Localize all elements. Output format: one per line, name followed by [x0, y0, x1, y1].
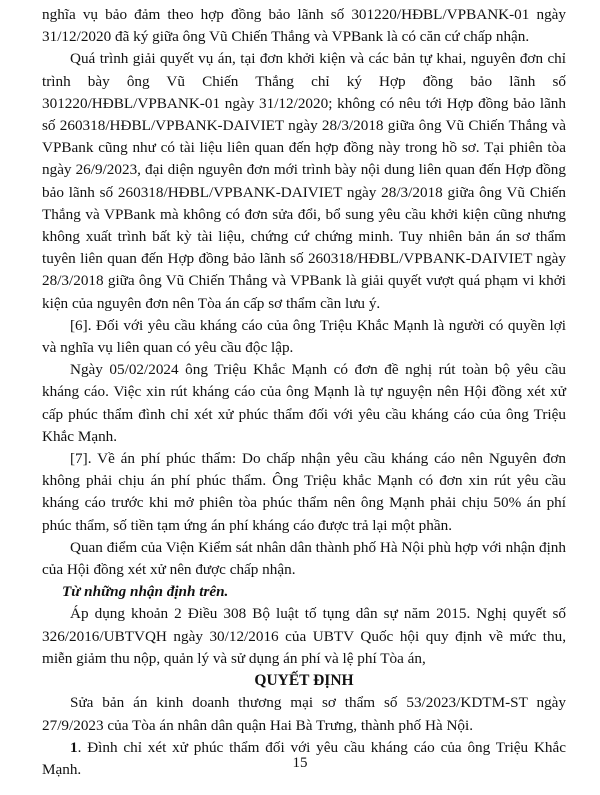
paragraph-item-7: [7]. Về án phí phúc thẩm: Do chấp nhận yêu cầu kháng cáo nên Nguyên đơn không phải chịu án phí phúc thẩm. Ông Triệu khắc Mạnh có đơn xin rút yêu cầu kháng cáo trước khi mở phiên tòa phúc thẩm nên ông Mạnh phải chịu 50% án phí phúc thẩm, số tiền tạm ứng án phí kháng cáo được trả lại một phần.	[42, 450, 566, 534]
decision-item-text: Đình chỉ xét xử phúc thẩm đối với yêu cầu kháng cáo của ông Triệu Khắc Mạnh.	[42, 738, 566, 778]
paragraph-procuracy-view: Quan điểm của Viện Kiểm sát nhân dân thành phố Hà Nội phù hợp với nhận định của Hội đồng xét xử nên được chấp nhận.	[42, 538, 566, 579]
paragraph-amend-judgment: Sửa bản án kinh doanh thương mại sơ thẩm số 53/2023/KDTM-ST ngày 27/9/2023 của Tòa án nhân dân quận Hai Bà Trưng, thành phố Hà Nội.	[42, 694, 566, 734]
decision-item-number-dot: .	[77, 738, 88, 756]
decision-item-number: 1	[70, 738, 78, 756]
decision-heading: QUYẾT ĐỊNH	[254, 672, 354, 690]
page-number: 15	[292, 755, 308, 771]
section-lead-in: Từ những nhận định trên.	[62, 583, 229, 601]
paragraph-continuation: nghĩa vụ bảo đảm theo hợp đồng bảo lãnh số 301220/HĐBL/VPBANK-01 ngày 31/12/2020 đã ký giữa ông Vũ Chiến Thắng và VPBank là có căn cứ chấp nhận.	[42, 6, 566, 46]
paragraph-case-process: Quá trình giải quyết vụ án, tại đơn khởi kiện và các bản tự khai, nguyên đơn chỉ trình bày ông Vũ Chiến Thắng chỉ ký Hợp đồng bảo lãnh số 301220/HĐBL/VPBANK-01 ngày 31/12/2020; không có nêu tới Hợp đồng bảo lãnh số 260318/HĐBL/VPBANK-DAIVIET ngày 28/3/2018 giữa ông Vũ Chiến Thắng và VPBank cũng như có tài liệu liên quan đến hợp đồng này trong hồ sơ. Tại phiên tòa ngày 26/9/2023, đại diện nguyên đơn mới trình bày nội dung liên quan đến Hợp đồng bảo lãnh số 260318/HĐBL/VPBANK-DAIVIET ngày 28/3/2018 giữa ông Vũ Chiến Thắng và VPBank mà không có đơn sửa đổi, bổ sung yêu cầu khởi kiện cũng nhưng không xuất trình bất kỳ tài liệu, chứng cứ chứng minh. Tuy nhiên bản án sơ thẩm tuyên liên quan đến Hợp đồng bảo lãnh số 260318/HĐBL/VPBANK-DAIVIET ngày 28/3/2018 giữa ông Vũ Chiến Thắng và VPBank là giải quyết vượt quá phạm vi khởi kiện của nguyên đơn nên Tòa án cấp sơ thẩm cần lưu ý.	[42, 50, 566, 312]
paragraph-withdrawal: Ngày 05/02/2024 ông Triệu Khắc Mạnh có đơn đề nghị rút toàn bộ yêu cầu kháng cáo. Việc xin rút kháng cáo của ông Mạnh là tự nguyện nên Hội đồng xét xử cấp phúc thẩm đình chỉ xét xử phúc thẩm đối với yêu cầu kháng cáo của ông Triệu Khắc Mạnh.	[42, 361, 566, 445]
paragraph-item-6: [6]. Đối với yêu cầu kháng cáo của ông Triệu Khắc Mạnh là người có quyền lợi và nghĩa vụ liên quan có yêu cầu độc lập.	[42, 316, 566, 357]
paragraph-legal-basis: Áp dụng khoản 2 Điều 308 Bộ luật tố tụng dân sự năm 2015. Nghị quyết số 326/2016/UBTVQH ngày 30/12/2016 của UBTV Quốc hội quy định về mức thu, miễn giảm thu nộp, quản lý và sử dụng án phí và lệ phí Tòa án,	[42, 605, 566, 667]
